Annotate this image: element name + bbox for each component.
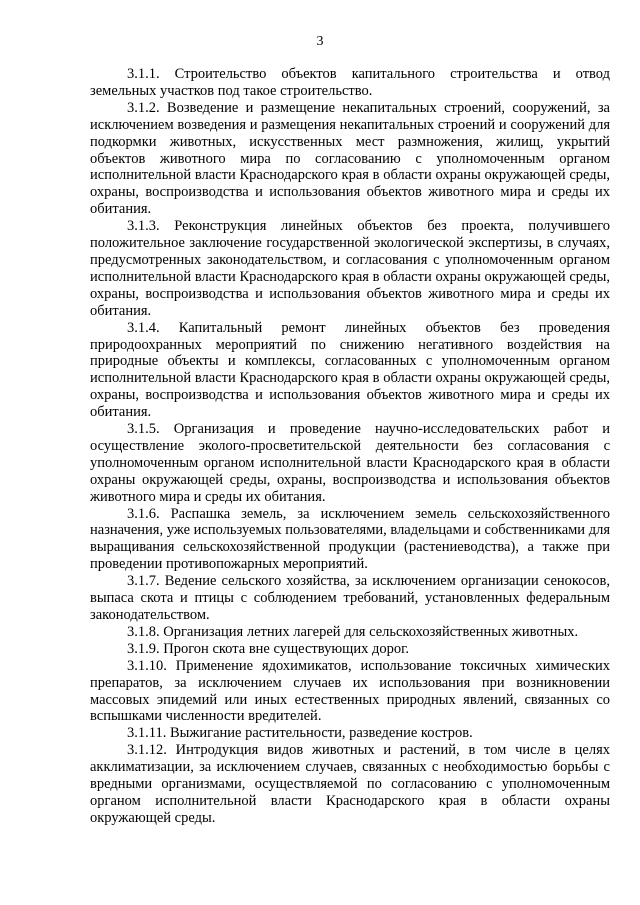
clause-3-1-3: 3.1.3. Реконструкция линейных объектов без проекта, получившего положительное заключение государственной экологической экспертизы, в случаях, предусмотренных законодательством, и согласования с уполномоченным органом исполнительной власти Краснодарского края в области охраны окружающей среды, охраны, воспроизводства и использования объектов животного мира и среды их обитания.: [90, 218, 610, 319]
page-number: 3: [316, 34, 324, 49]
clause-3-1-12: 3.1.12. Интродукция видов животных и растений, в том числе в целях акклиматизации, за исключением случаев, связанных с необходимостью борьбы с вредными организмами, осуществляемой по согласованию с уполномоченным органом исполнительной власти Краснодарского края в области охраны окружающей среды.: [90, 742, 610, 826]
clause-3-1-8: 3.1.8. Организация летних лагерей для сельскохозяйственных животных.: [127, 623, 579, 640]
clause-3-1-9: 3.1.9. Прогон скота вне существующих дорог.: [127, 640, 410, 657]
clause-3-1-2: 3.1.2. Возведение и размещение некапитальных строений, сооружений, за исключением возведения и размещения некапитальных строений и сооружений для подкормки животных, искусственных мест размножения, жилищ, укрытий объектов животного мира по согласованию с уполномоченным органом исполнительной власти Краснодарского края в области охраны окружающей среды, охраны, воспроизводства и использования объектов животного мира и среды их обитания.: [90, 99, 610, 218]
clause-3-1-11: 3.1.11. Выжигание растительности, разведение костров.: [127, 725, 473, 742]
clause-3-1-7: 3.1.7. Ведение сельского хозяйства, за исключением организации сенокосов, выпаса скота и птицы с соблюдением требований, установленных федеральным законодательством.: [90, 573, 610, 623]
clause-3-1-1: 3.1.1. Строительство объектов капитального строительства и отвод земельных участков под такое строительство.: [90, 66, 610, 99]
clause-3-1-6: 3.1.6. Распашка земель, за исключением земель сельскохозяйственного назначения, уже используемых пользователями, владельцами и собственниками для выращивания сельскохозяйственной продукции (растениеводства), а также при проведении противопожарных мероприятий.: [90, 505, 610, 573]
clause-3-1-10: 3.1.10. Применение ядохимикатов, использование токсичных химических препаратов, за исключением случаев их использования при возникновении массовых эпидемий или иных естественных природных явлений, связанных со вспышками численности вредителей.: [90, 657, 610, 725]
document-body: [90, 66, 610, 827]
clause-3-1-4: 3.1.4. Капитальный ремонт линейных объектов без проведения природоохранных мероприятий по снижению негативного воздействия на природные объекты и комплексы, согласованных с уполномоченным органом исполнительной власти Краснодарского края в области охраны окружающей среды, охраны, воспроизводства и использования объектов животного мира и среды их обитания.: [90, 319, 610, 421]
clause-3-1-5: 3.1.5. Организация и проведение научно-исследовательских работ и осуществление эколого-просветительской деятельности без согласования с уполномоченным органом исполнительной власти Краснодарского края в области охраны окружающей среды, охраны, воспроизводства и использования объектов животного мира и среды их обитания.: [90, 421, 610, 505]
